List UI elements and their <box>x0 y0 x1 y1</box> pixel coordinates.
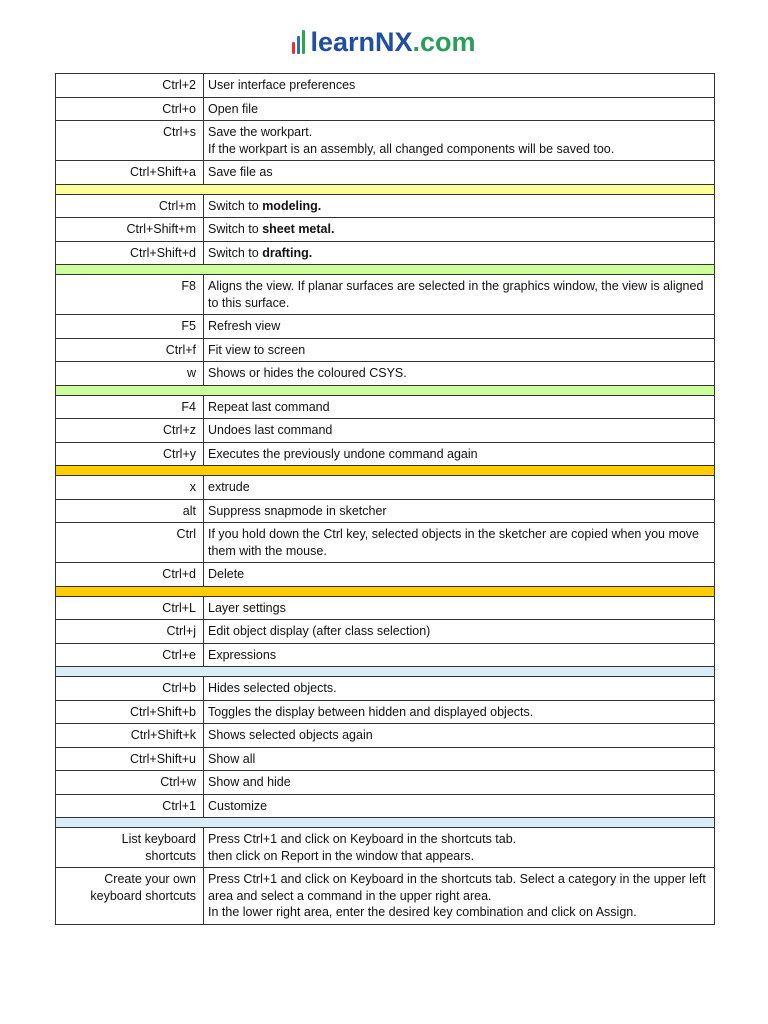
shortcut-key: w <box>56 362 204 386</box>
shortcut-key: Ctrl+Shift+b <box>56 700 204 724</box>
shortcut-key: F4 <box>56 395 204 419</box>
table-row <box>56 620 715 644</box>
table-row <box>56 419 715 443</box>
shortcut-description: Switch to drafting. <box>204 241 715 265</box>
shortcut-description: Refresh view <box>204 315 715 339</box>
shortcut-key: Ctrl+e <box>56 643 204 667</box>
table-row <box>56 643 715 667</box>
shortcut-description: Delete <box>204 563 715 587</box>
table-row <box>56 161 715 185</box>
table-row <box>56 499 715 523</box>
shortcut-description: extrude <box>204 476 715 500</box>
shortcut-key: F5 <box>56 315 204 339</box>
shortcut-description: Switch to sheet metal. <box>204 218 715 242</box>
separator-row-green <box>56 265 715 275</box>
shortcut-key: Ctrl+Shift+a <box>56 161 204 185</box>
shortcut-description: Aligns the view. If planar surfaces are selected in the graphics window, the view is aligned to this surface. <box>204 275 715 315</box>
table-row <box>56 218 715 242</box>
table-row <box>56 828 715 868</box>
shortcut-key: Ctrl+Shift+u <box>56 747 204 771</box>
table-row <box>56 194 715 218</box>
shortcut-description: Save file as <box>204 161 715 185</box>
shortcut-description: Expressions <box>204 643 715 667</box>
shortcut-key: Ctrl+f <box>56 338 204 362</box>
shortcut-key: Ctrl+s <box>56 121 204 161</box>
shortcut-key: Create your own keyboard shortcuts <box>56 868 204 925</box>
table-row <box>56 476 715 500</box>
shortcut-description: Shows or hides the coloured CSYS. <box>204 362 715 386</box>
shortcut-description: Show all <box>204 747 715 771</box>
shortcut-description: Fit view to screen <box>204 338 715 362</box>
separator-row-blue <box>56 818 715 828</box>
shortcut-key: x <box>56 476 204 500</box>
shortcut-description: Hides selected objects. <box>204 677 715 701</box>
shortcut-key: Ctrl+m <box>56 194 204 218</box>
shortcut-key: Ctrl+y <box>56 442 204 466</box>
table-row <box>56 241 715 265</box>
separator-row-orange <box>56 586 715 596</box>
shortcut-description: User interface preferences <box>204 74 715 98</box>
table-row <box>56 97 715 121</box>
table-row <box>56 315 715 339</box>
shortcut-key: Ctrl+z <box>56 419 204 443</box>
shortcut-key: Ctrl <box>56 523 204 563</box>
shortcut-key: Ctrl+Shift+d <box>56 241 204 265</box>
table-row <box>56 700 715 724</box>
table-row <box>56 275 715 315</box>
learnnx-logo <box>0 24 768 60</box>
shortcut-description: Switch to modeling. <box>204 194 715 218</box>
logo-text: learnNX.com <box>310 27 476 57</box>
shortcut-description: Open file <box>204 97 715 121</box>
table-row <box>56 74 715 98</box>
shortcut-description: Press Ctrl+1 and click on Keyboard in the shortcuts tab. Select a category in the upper left area and select a command in the upper right area. In the lower right area, enter the desired key combination and click on Assign. <box>204 868 715 925</box>
table-row <box>56 747 715 771</box>
shortcut-description: Shows selected objects again <box>204 724 715 748</box>
shortcut-key: F8 <box>56 275 204 315</box>
table-row <box>56 677 715 701</box>
shortcut-description: Show and hide <box>204 771 715 795</box>
table-row <box>56 596 715 620</box>
separator-row-blue <box>56 667 715 677</box>
shortcut-description: Repeat last command <box>204 395 715 419</box>
logo-bars-icon <box>292 28 307 54</box>
shortcut-description: Executes the previously undone command again <box>204 442 715 466</box>
table-row <box>56 362 715 386</box>
shortcut-description: Suppress snapmode in sketcher <box>204 499 715 523</box>
table-row <box>56 523 715 563</box>
table-row <box>56 794 715 818</box>
shortcut-description: Toggles the display between hidden and displayed objects. <box>204 700 715 724</box>
table-row <box>56 868 715 925</box>
shortcut-description: Undoes last command <box>204 419 715 443</box>
table-row <box>56 442 715 466</box>
separator-row-orange <box>56 466 715 476</box>
shortcut-key: Ctrl+w <box>56 771 204 795</box>
shortcut-key: Ctrl+b <box>56 677 204 701</box>
shortcut-key: alt <box>56 499 204 523</box>
table-row <box>56 395 715 419</box>
shortcut-key: Ctrl+Shift+m <box>56 218 204 242</box>
shortcut-key: Ctrl+d <box>56 563 204 587</box>
shortcut-key: Ctrl+Shift+k <box>56 724 204 748</box>
shortcut-description: Save the workpart. If the workpart is an assembly, all changed components will be saved too. <box>204 121 715 161</box>
shortcut-key: Ctrl+j <box>56 620 204 644</box>
separator-row-yellow <box>56 184 715 194</box>
shortcut-key: Ctrl+o <box>56 97 204 121</box>
shortcut-key: Ctrl+1 <box>56 794 204 818</box>
table-row <box>56 338 715 362</box>
shortcut-table <box>55 73 715 925</box>
shortcut-description: Edit object display (after class selection) <box>204 620 715 644</box>
table-row <box>56 121 715 161</box>
separator-row-green <box>56 385 715 395</box>
shortcut-description: Press Ctrl+1 and click on Keyboard in the shortcuts tab. then click on Report in the window that appears. <box>204 828 715 868</box>
table-row <box>56 563 715 587</box>
shortcut-key: Ctrl+2 <box>56 74 204 98</box>
shortcut-description: If you hold down the Ctrl key, selected objects in the sketcher are copied when you move them with the mouse. <box>204 523 715 563</box>
shortcut-key: Ctrl+L <box>56 596 204 620</box>
shortcut-description: Customize <box>204 794 715 818</box>
shortcut-description: Layer settings <box>204 596 715 620</box>
table-row <box>56 724 715 748</box>
shortcut-key: List keyboard shortcuts <box>56 828 204 868</box>
table-row <box>56 771 715 795</box>
